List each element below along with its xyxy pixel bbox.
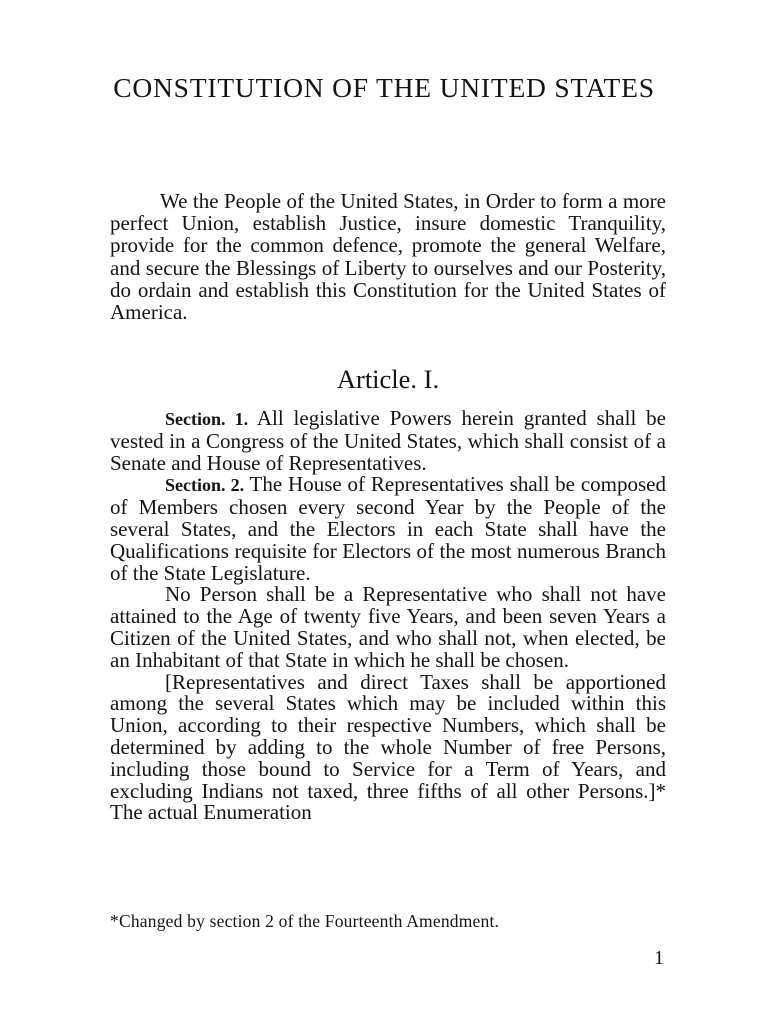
qualifications-paragraph: No Person shall be a Representative who shall not have attained to the Age of twenty five Years, and been seven Years a Citizen of the United States, and who shall not, when elected, be an Inhabitant of that State in which he shall be chosen.: [110, 582, 666, 672]
apportionment-paragraph: [Representatives and direct Taxes shall be apportioned among the several States which may be included within this Union, according to their respective Numbers, which shall be determined by adding to the whole Number of free Persons, including those bound to Service for a Term of Years, and excluding Indians not taxed, three fifths of all other Persons.]* The actual Enumeration: [110, 669, 666, 825]
section-1-text: All legislative Powers herein granted shall be vested in a Congress of the United States, which shall consist of a Senate and House of Representatives.: [110, 406, 666, 475]
section-1-paragraph: [110, 408, 666, 474]
preamble-paragraph: We the People of the United States, in Order to form a more perfect Union, establish Justice, insure domestic Tranquility, provide for the common defence, promote the general Welfare, and secure the Blessings of Liberty to ourselves and our Posterity, do ordain and establish this Constitution for the United States of America.: [110, 189, 666, 325]
footnote: *Changed by section 2 of the Fourteenth Amendment.: [110, 911, 500, 931]
section-2-text: The House of Representatives shall be composed of Members chosen every second Year by the People of the several States, and the Electors in each State shall have the Qualifications requisite for Electors of the most numerous Branch of the State Legislature.: [110, 472, 666, 585]
article-body: [110, 408, 666, 824]
section-2-paragraph: [110, 474, 666, 584]
page-number: 1: [654, 947, 664, 969]
section-2-label: Section. 2.: [165, 475, 245, 496]
section-1-label: Section. 1.: [165, 409, 249, 429]
document-title: CONSTITUTION OF THE UNITED STATES: [113, 72, 655, 103]
article-heading: Article. I.: [336, 364, 440, 394]
